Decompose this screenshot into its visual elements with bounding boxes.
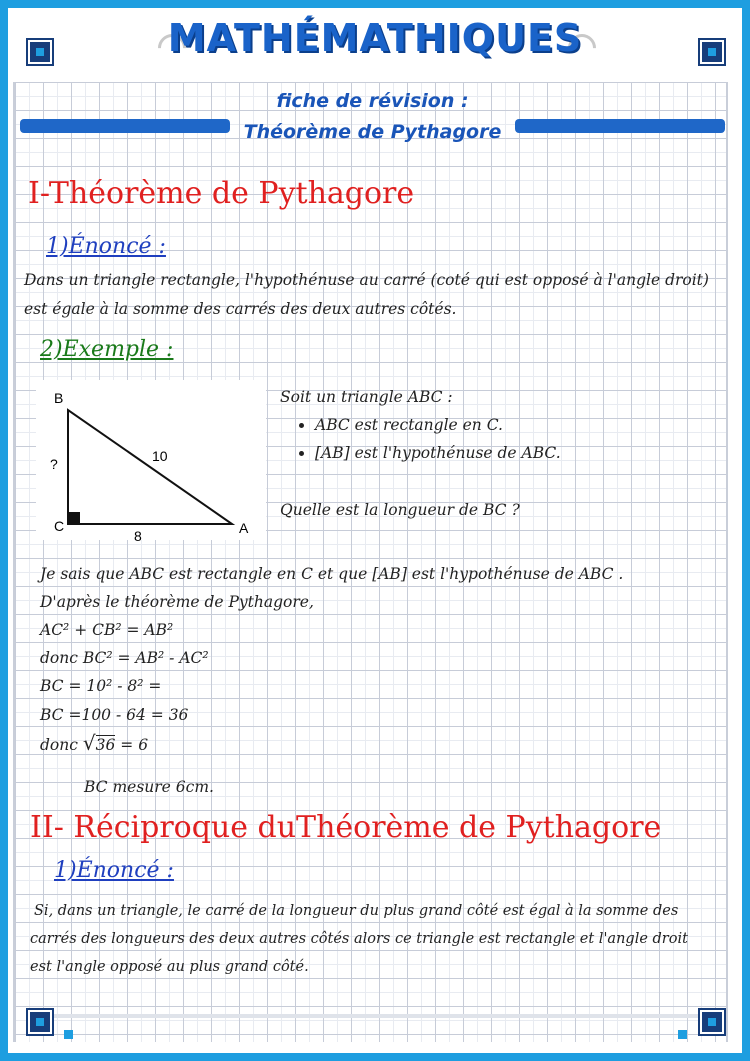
example-question: Quelle est la longueur de BC ? xyxy=(280,501,520,519)
list-item: • [AB] est l'hypothénuse de ABC. xyxy=(315,439,561,467)
corner-square xyxy=(36,1018,44,1026)
solution-line-3: AC² + CB² = AB² xyxy=(40,621,174,639)
footer-dot xyxy=(678,1030,687,1039)
solution-result: = 6 xyxy=(120,736,149,754)
vertex-label-c: C xyxy=(54,518,65,534)
header-bar-left xyxy=(20,119,230,133)
footer-bar xyxy=(26,1014,726,1018)
section-2-statement-heading: 1)Énoncé : xyxy=(54,858,174,883)
base-length-label: 8 xyxy=(134,528,142,544)
corner-ornament-bottom-left xyxy=(28,1010,52,1034)
vertex-label-a: A xyxy=(239,520,249,536)
triangle-figure xyxy=(36,380,266,544)
solution-prefix: donc xyxy=(40,736,78,754)
statement-line-1: Dans un triangle rectangle, l'hypothénuse au carré (coté qui est opposé à l'angle droit) xyxy=(24,271,709,289)
section-2-line-3: est l'angle opposé au plus grand côté. xyxy=(30,959,309,975)
solution-line-6: BC =100 - 64 = 36 xyxy=(40,706,189,724)
corner-ornament-bottom-right xyxy=(700,1010,724,1034)
example-bullet-list xyxy=(281,411,561,467)
subtitle-line-1: fiche de révision : xyxy=(276,90,469,112)
example-heading: 2)Exemple : xyxy=(40,337,174,362)
solution-conclusion: BC mesure 6cm. xyxy=(84,778,214,796)
header-bar-right xyxy=(515,119,725,133)
unknown-side-label: ? xyxy=(50,456,58,472)
radicand: 36 xyxy=(95,736,116,754)
solution-line-5: BC = 10² - 8² = xyxy=(40,677,162,695)
solution-line-7 xyxy=(40,729,148,759)
statement-heading: 1)Énoncé : xyxy=(46,234,166,259)
solution-line-4: donc BC² = AB² - AC² xyxy=(40,649,209,667)
example-intro: Soit un triangle ABC : xyxy=(280,388,453,406)
statement-line-2: est égale à la somme des carrés des deux autres côtés. xyxy=(24,300,457,318)
footer-dot xyxy=(64,1030,73,1039)
hypotenuse-length-label: 10 xyxy=(152,448,168,464)
section-2-line-1: Si, dans un triangle, le carré de la longueur du plus grand côté est égal à la somme des xyxy=(34,903,679,919)
solution-line-1: Je sais que ABC est rectangle en C et que [AB] est l'hypothénuse de ABC . xyxy=(40,565,624,583)
square-root-icon: √ xyxy=(82,731,96,755)
vertex-label-b: B xyxy=(54,390,64,406)
list-item: • ABC est rectangle en C. xyxy=(315,411,561,439)
corner-square xyxy=(708,1018,716,1026)
section-2-heading: II- Réciproque duThéorème de Pythagore xyxy=(30,810,662,845)
triangle-shape xyxy=(68,410,232,524)
section-2-line-2: carrés des longueurs des deux autres côtés alors ce triangle est rectangle et l'angle droit xyxy=(30,931,688,947)
triangle-svg xyxy=(36,380,266,540)
right-angle-marker xyxy=(68,512,80,524)
section-1-heading: I-Théorème de Pythagore xyxy=(28,176,415,211)
solution-line-2: D'après le théorème de Pythagore, xyxy=(40,593,314,611)
page-title: MATHÉMATHIQUES xyxy=(167,16,583,60)
subtitle-line-2: Théorème de Pythagore xyxy=(243,121,502,143)
